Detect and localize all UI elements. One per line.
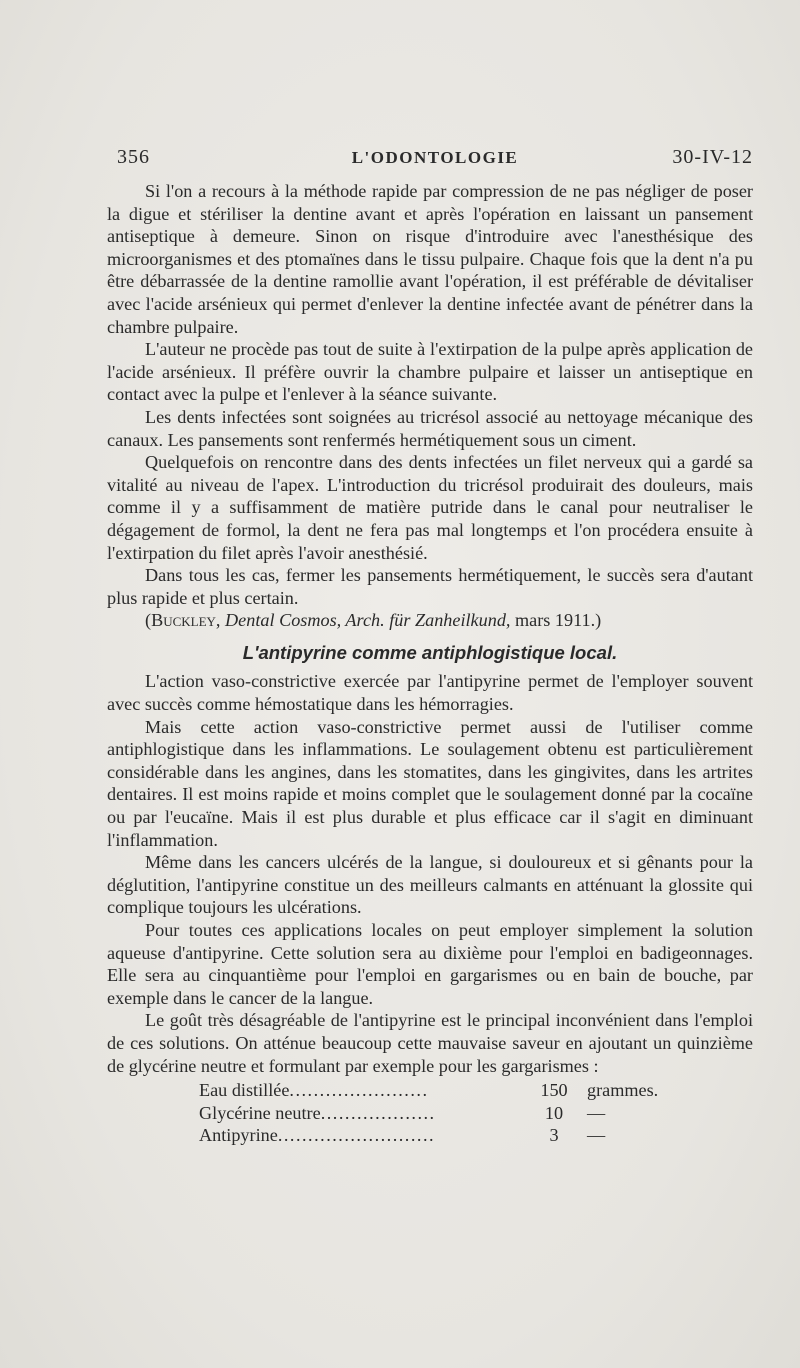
recipe-row: [107, 1079, 753, 1102]
recipe-row: [107, 1124, 753, 1147]
recipe-list: [107, 1079, 753, 1147]
ingredient-quantity: 3: [549, 1125, 559, 1146]
source-citation: [107, 609, 753, 632]
ingredient-name: Eau distillée.......................: [199, 1080, 429, 1101]
citation-journals: Dental Cosmos, Arch. für Zanheilkund,: [225, 610, 511, 631]
page-number: 356: [117, 146, 150, 168]
body-text: [107, 180, 753, 1147]
citation-open: (: [145, 610, 152, 631]
paragraph: Les dents infectées sont soignées au tricrésol associé au nettoyage mécanique des canaux. Les pansements sont renfermés hermétiquement sous un ciment.: [107, 406, 753, 450]
ingredient-unit: —: [587, 1125, 606, 1146]
paragraph: L'action vaso-constrictive exercée par l'antipyrine permet de l'employer souvent avec succès comme hémostatique dans les hémorragies.: [107, 671, 753, 715]
citation-date: mars 1911.): [510, 610, 602, 631]
ingredient-name: Glycérine neutre...................: [199, 1102, 436, 1123]
paragraph: L'auteur ne procède pas tout de suite à l'extirpation de la pulpe après application de l'acide arsénieux. Il préfère ouvrir la chambre pulpaire et laisser un antiseptique en contact avec la pulpe et l'enlever à la séance suivante.: [107, 339, 753, 405]
citation-separator: ,: [215, 610, 226, 631]
paragraph: Dans tous les cas, fermer les pansements hermétiquement, le succès sera d'autant plus rapide et plus certain.: [107, 565, 753, 608]
running-title: L'ODONTOLOGIE: [351, 148, 519, 167]
ingredient-quantity: 150: [540, 1080, 568, 1101]
paragraph: Si l'on a recours à la méthode rapide par compression de ne pas négliger de poser la digue et stériliser la dentine avant et après l'opération en laissant un pansement antiseptique à demeure. Sinon on risque d'introduire avec l'anesthésique des microorganismes et des ptomaïnes dans le tissu pulpaire. Chaque fois que la dent n'a pu être débarrassée de la dentine ramollie avant l'opération, il est préférable de dévitaliser avec l'acide arsénieux qui permet d'enlever la dentine infectée avant de pénétrer dans la chambre pulpaire.: [107, 181, 753, 337]
ingredient-name: Antipyrine..........................: [199, 1125, 436, 1146]
citation-author: Buckley: [151, 610, 216, 631]
paragraph: Le goût très désagréable de l'antipyrine est le principal inconvénient dans l'emploi de ces solutions. On atténue beaucoup cette mauvaise saveur en ajoutant un quinzième de glycérine neutre et formulant par exemple pour les gargarismes :: [107, 1010, 753, 1076]
ingredient-unit: grammes.: [587, 1080, 659, 1101]
recipe-row: [107, 1102, 753, 1125]
running-header: [117, 146, 753, 170]
section-title: L'antipyrine comme antiphlogistique local.: [242, 641, 618, 663]
paragraph: Même dans les cancers ulcérés de la langue, si douloureux et si gênants pour la déglutition, l'antipyrine constitue un des meilleurs calmants en atténuant la glossite qui complique toujours les ulcérations.: [107, 852, 753, 918]
ingredient-quantity: 10: [544, 1102, 564, 1123]
ingredient-unit: —: [587, 1102, 606, 1123]
paragraph: Quelquefois on rencontre dans des dents infectées un filet nerveux qui a gardé sa vitalité au niveau de l'apex. L'introduction du tricrésol produirait des douleurs, mais comme il y a suffisamment de matière putride dans le canal pour neutraliser le dégagement de formol, la dent ne fera pas mal longtemps et l'on procédera ensuite à l'extirpation du filet après l'avoir anesthésié.: [107, 452, 753, 563]
issue-date: 30-IV-12: [672, 146, 753, 168]
paragraph: Pour toutes ces applications locales on peut employer simplement la solution aqueuse d'antipyrine. Cette solution sera au dixième pour l'emploi en badigeonnages. Elle sera au cinquantième pour l'emploi en gargarismes ou en bain de bouche, par exemple dans le cancer de la langue.: [107, 920, 753, 1008]
paragraph: Mais cette action vaso-constrictive permet aussi de l'utiliser comme antiphlogistique dans les inflammations. Le soulagement obtenu est particulièrement considérable dans les angines, dans les stomatites, dans les gingivites, dans les artrites dentaires. Il est moins rapide et moins complet que le soulagement donné par la cocaïne ou par l'eucaïne. Mais il est plus durable et plus efficace car il s'agit en diminuant l'inflammation.: [107, 716, 753, 850]
